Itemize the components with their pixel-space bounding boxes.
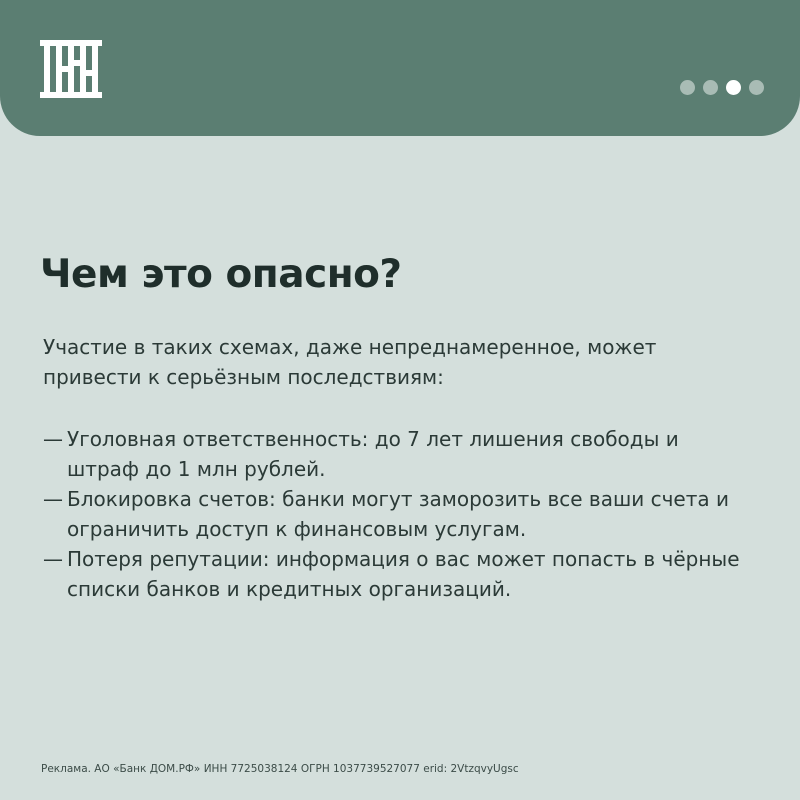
list-item: [43, 424, 743, 484]
pagination-dot[interactable]: [749, 80, 764, 95]
list-item: [43, 484, 743, 544]
consequences-list: [43, 424, 743, 604]
pagination-dot[interactable]: [680, 80, 695, 95]
pagination-dots: [680, 80, 764, 95]
bank-building-icon: [40, 40, 102, 98]
dash-marker: —: [43, 487, 63, 511]
pagination-dot-active[interactable]: [726, 80, 741, 95]
header-bar: [0, 0, 800, 136]
intro-text: Участие в таких схемах, даже непреднамеренное, может привести к серьёзным последствиям:: [43, 335, 657, 389]
dash-marker: —: [43, 547, 63, 571]
slide-title: Чем это опасно?: [40, 252, 402, 297]
pagination-dot[interactable]: [703, 80, 718, 95]
list-item: [43, 544, 743, 604]
list-item-text: Потеря репутации: информация о вас может попасть в чёрные списки банков и кредитных организаций.: [67, 547, 740, 601]
list-item-text: Блокировка счетов: банки могут заморозить все ваши счета и ограничить доступ к финансовым услугам.: [67, 487, 729, 541]
list-item-text: Уголовная ответственность: до 7 лет лишения свободы и штраф до 1 млн рублей.: [67, 427, 679, 481]
dash-marker: —: [43, 427, 63, 451]
ad-disclaimer: Реклама. АО «Банк ДОМ.РФ» ИНН 7725038124 ОГРН 1037739527077 erid: 2VtzqvyUgsc: [41, 763, 519, 775]
